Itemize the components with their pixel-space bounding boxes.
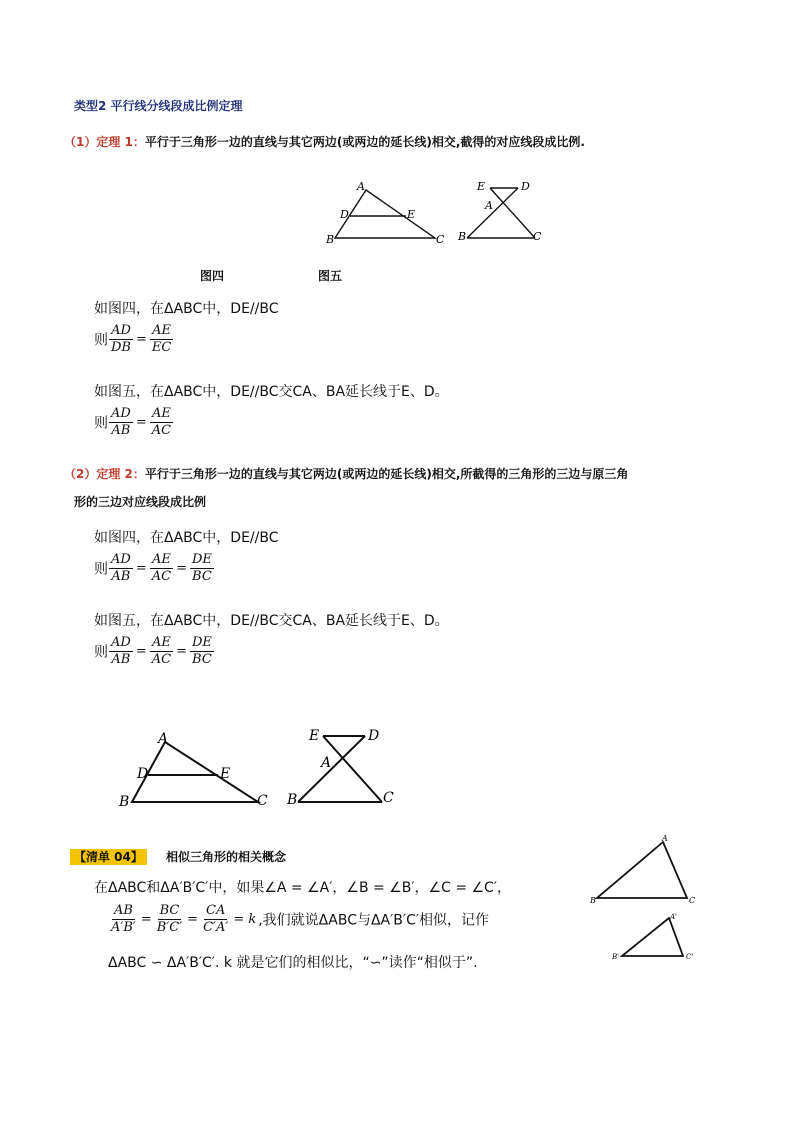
theorem-1: [64, 131, 744, 150]
ze-label: 则: [94, 644, 108, 661]
fraction: $\frac{AE}{AC}$: [151, 552, 172, 584]
triangle-abc-large: [589, 834, 695, 905]
label-a: A: [357, 180, 365, 193]
list-04-title: 相似三角形的相关概念: [165, 850, 286, 864]
theorem-2-text-2: 形的三边对应线段成比例: [74, 495, 207, 509]
theorem-2: [64, 463, 744, 482]
t2-case2-formula: 则 $\frac{AD}{AB}$ = $\frac{AE}{AC}$ = $\frac{DE}{BC}$: [94, 635, 212, 667]
theorem-2-text-1: 平行于三角形一边的直线与其它两边(或两边的延长线)相交,所截得的三角形的三边与原三角: [144, 467, 629, 481]
label-d: D: [137, 766, 149, 782]
list-04-header: [70, 846, 286, 865]
similar-condition-line: 在ΔABC和ΔA′B′C′中，如果∠A = ∠A′，∠B = ∠B′，∠C = ∠C′，: [94, 880, 512, 896]
fraction: $\frac{AE}{AC}$: [151, 406, 172, 438]
label-a: A: [485, 199, 493, 212]
t1-case1-text: 如图四，在ΔABC中，DE//BC: [94, 301, 279, 317]
ze-label: 则: [94, 561, 108, 578]
t2-case1-formula: 则 $\frac{AD}{AB}$ = $\frac{AE}{AC}$ = $\frac{DE}{BC}$: [94, 552, 212, 584]
fraction: $\frac{DE}{BC}$: [191, 635, 212, 667]
label-a: A: [662, 834, 668, 843]
fraction: $\frac{AD}{AB}$: [111, 406, 131, 438]
label-a-prime: A': [670, 913, 677, 921]
fraction: $\frac{AE}{AC}$: [151, 635, 172, 667]
fraction: $\frac{AB}{A'B'}$: [111, 903, 136, 935]
label-a: A: [158, 731, 169, 747]
label-e: E: [220, 766, 231, 782]
label-b: B: [326, 233, 335, 246]
label-b: B: [119, 794, 130, 810]
label-c: C: [533, 230, 542, 243]
label-d: D: [340, 208, 349, 221]
label-d: D: [521, 180, 530, 193]
small-figure-4: [325, 180, 445, 246]
fraction: $\frac{AD}{DB}$: [111, 323, 131, 355]
theorem-2-label: （2）定理 2：: [64, 467, 145, 481]
fraction: $\frac{AD}{AB}$: [111, 635, 131, 667]
fraction: $\frac{AE}{EC}$: [151, 323, 172, 355]
t1-case1-formula: 则 $\frac{AD}{DB}$ = $\frac{AE}{EC}$: [94, 323, 172, 355]
triangle-abc: [335, 190, 435, 238]
t2-case1-text: 如图四，在ΔABC中，DE//BC: [94, 530, 279, 546]
large-figure-4: [118, 731, 268, 810]
ze-label: 则: [94, 415, 108, 432]
list-04-tag: 【清单 04】: [70, 849, 147, 865]
t1-case2-formula: 则 $\frac{AD}{AB}$ = $\frac{AE}{AC}$: [94, 406, 172, 438]
label-e: E: [309, 728, 320, 744]
label-b: B: [590, 896, 596, 905]
label-c: C: [383, 790, 394, 806]
fraction: $\frac{BC}{B'C'}$: [156, 903, 183, 935]
t1-case2-text: 如图五，在ΔABC中，DE//BC交CA、BA延长线于E、D。: [94, 384, 449, 400]
section-title: 类型2 平行线分线段成比例定理: [74, 99, 243, 113]
label-b: B: [458, 230, 467, 243]
label-c: C: [436, 233, 445, 246]
label-a: A: [321, 755, 332, 771]
similar-triangles-figure: [585, 832, 705, 966]
segment-ec: [490, 188, 535, 238]
ze-label: 则: [94, 332, 108, 349]
small-figures: [320, 176, 550, 248]
triangle-abc: [132, 742, 258, 802]
label-b: B: [287, 792, 298, 808]
label-b-prime: B': [612, 953, 620, 961]
similar-ratio-line: $\frac{AB}{A'B'}$ = $\frac{BC}{B'C'}$ = $\frac{CA}{C'A'}$ = k ,我们就说ΔABC与ΔA′B′C′相似，记作: [111, 903, 490, 935]
fraction: $\frac{AD}{AB}$: [111, 552, 131, 584]
label-c: C: [257, 793, 268, 809]
large-figures: [110, 724, 410, 812]
similar-notation-line: ΔABC ∽ ΔA′B′C′. k 就是它们的相似比，“∽”读作“相似于”.: [108, 955, 478, 971]
label-c: C: [689, 896, 696, 905]
theorem-1-text: 平行于三角形一边的直线与其它两边(或两边的延长线)相交,截得的对应线段成比例.: [144, 135, 585, 149]
caption-figure-5: 图五: [318, 269, 343, 283]
triangle-abc-small: [611, 913, 693, 961]
label-e: E: [477, 180, 486, 193]
segment-db: [467, 188, 518, 238]
label-d: D: [368, 728, 380, 744]
caption-figure-4: 图四: [200, 269, 225, 283]
label-c-prime: C': [686, 953, 694, 961]
small-figure-5: [457, 180, 542, 243]
t2-case2-text: 如图五，在ΔABC中，DE//BC交CA、BA延长线于E、D。: [94, 613, 449, 629]
theorem-1-label: （1）定理 1：: [64, 135, 145, 149]
large-figure-5: [286, 728, 394, 808]
fraction: $\frac{DE}{BC}$: [191, 552, 212, 584]
label-e: E: [407, 208, 416, 221]
fraction: $\frac{CA}{C'A'}$: [203, 903, 229, 935]
